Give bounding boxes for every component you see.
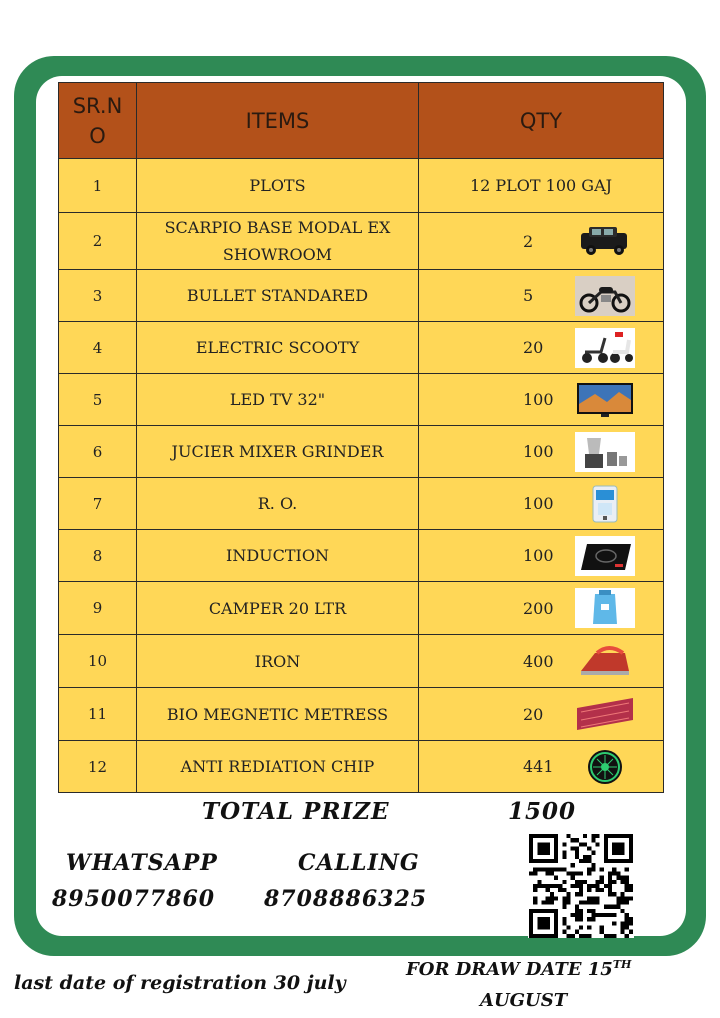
table-header-row (59, 83, 664, 159)
calling-label: CALLING (298, 850, 420, 876)
header-items: ITEMS (137, 83, 419, 159)
table-row (59, 426, 664, 478)
row-qty (419, 270, 664, 322)
row-qty (419, 688, 664, 741)
header-sr-no-label: SR.N O (72, 93, 123, 148)
water-camper-icon (575, 588, 635, 628)
calling-number: 8708886325 (264, 886, 428, 912)
table-row (59, 530, 664, 582)
tv-icon (575, 380, 635, 420)
row-sr-no: 4 (59, 322, 137, 374)
whatsapp-label: WHATSAPP (66, 850, 218, 876)
row-sr-no: 5 (59, 374, 137, 426)
table-row (59, 635, 664, 688)
row-qty (419, 426, 664, 478)
row-qty (419, 635, 664, 688)
row-sr-no: 3 (59, 270, 137, 322)
row-qty (419, 530, 664, 582)
row-qty (419, 159, 664, 213)
registration-deadline: last date of registration 30 july (14, 972, 346, 994)
draw-date-suffix: TH (612, 958, 632, 971)
whatsapp-number: 8950077860 (52, 886, 216, 912)
row-item-name: PLOTS (137, 159, 419, 213)
row-qty-value: 100 (523, 494, 554, 513)
mixer-icon (575, 432, 635, 472)
row-qty (419, 478, 664, 530)
total-prize-value: 1500 (508, 798, 577, 825)
row-qty-value: 100 (523, 390, 554, 409)
header-sr-no (59, 83, 137, 159)
row-qty-value: 5 (523, 286, 534, 305)
row-item-name: CAMPER 20 LTR (137, 582, 419, 635)
prize-table (58, 82, 664, 793)
row-qty (419, 582, 664, 635)
row-sr-no: 1 (59, 159, 137, 213)
iron-icon (575, 641, 635, 681)
row-qty-value: 20 (523, 338, 544, 357)
row-item-name: JUCIER MIXER GRINDER (137, 426, 419, 478)
row-sr-no: 12 (59, 741, 137, 793)
table-row (59, 270, 664, 322)
table-row (59, 478, 664, 530)
row-qty (419, 322, 664, 374)
row-sr-no: 11 (59, 688, 137, 741)
scooter-icon (575, 328, 635, 368)
qr-code[interactable] (528, 834, 634, 938)
row-qty (419, 374, 664, 426)
total-prize-label: TOTAL PRIZE (202, 798, 390, 825)
row-qty (419, 741, 664, 793)
suv-icon (575, 221, 635, 261)
row-sr-no: 7 (59, 478, 137, 530)
table-row (59, 741, 664, 793)
chip-icon (575, 747, 635, 787)
table-row (59, 688, 664, 741)
row-qty-value: 400 (523, 651, 554, 671)
table-row (59, 213, 664, 270)
row-qty-value: 441 (523, 757, 554, 776)
water-purifier-icon (575, 484, 635, 524)
row-item-name: R. O. (137, 478, 419, 530)
row-item-name: IRON (137, 635, 419, 688)
row-qty-value: 20 (523, 704, 544, 724)
row-qty-value: 2 (523, 231, 534, 251)
row-sr-no: 2 (59, 213, 137, 270)
row-item-name: BULLET STANDARED (137, 270, 419, 322)
row-qty-value: 100 (523, 442, 554, 461)
draw-month: AUGUST (480, 990, 568, 1011)
row-qty-value: 200 (523, 598, 554, 618)
row-qty (419, 213, 664, 270)
motorcycle-icon (575, 276, 635, 316)
row-item-name: SCARPIO BASE MODAL EX SHOWROOM (137, 213, 419, 270)
row-item-name: ELECTRIC SCOOTY (137, 322, 419, 374)
row-item-name: LED TV 32" (137, 374, 419, 426)
induction-cooktop-icon (575, 536, 635, 576)
table-row (59, 582, 664, 635)
row-sr-no: 10 (59, 635, 137, 688)
draw-date (406, 958, 631, 980)
qr-code-icon (528, 834, 634, 938)
row-qty-value: 12 PLOT 100 GAJ (469, 176, 613, 195)
row-item-name: BIO MEGNETIC METRESS (137, 688, 419, 741)
row-qty-value: 100 (523, 546, 554, 565)
row-sr-no: 8 (59, 530, 137, 582)
row-item-name: ANTI REDIATION CHIP (137, 741, 419, 793)
header-qty: QTY (419, 83, 664, 159)
table-row (59, 322, 664, 374)
draw-date-text: FOR DRAW DATE 15 (406, 959, 613, 980)
row-sr-no: 6 (59, 426, 137, 478)
row-sr-no: 9 (59, 582, 137, 635)
mattress-icon (575, 694, 635, 734)
table-row (59, 159, 664, 213)
table-row (59, 374, 664, 426)
row-item-name: INDUCTION (137, 530, 419, 582)
